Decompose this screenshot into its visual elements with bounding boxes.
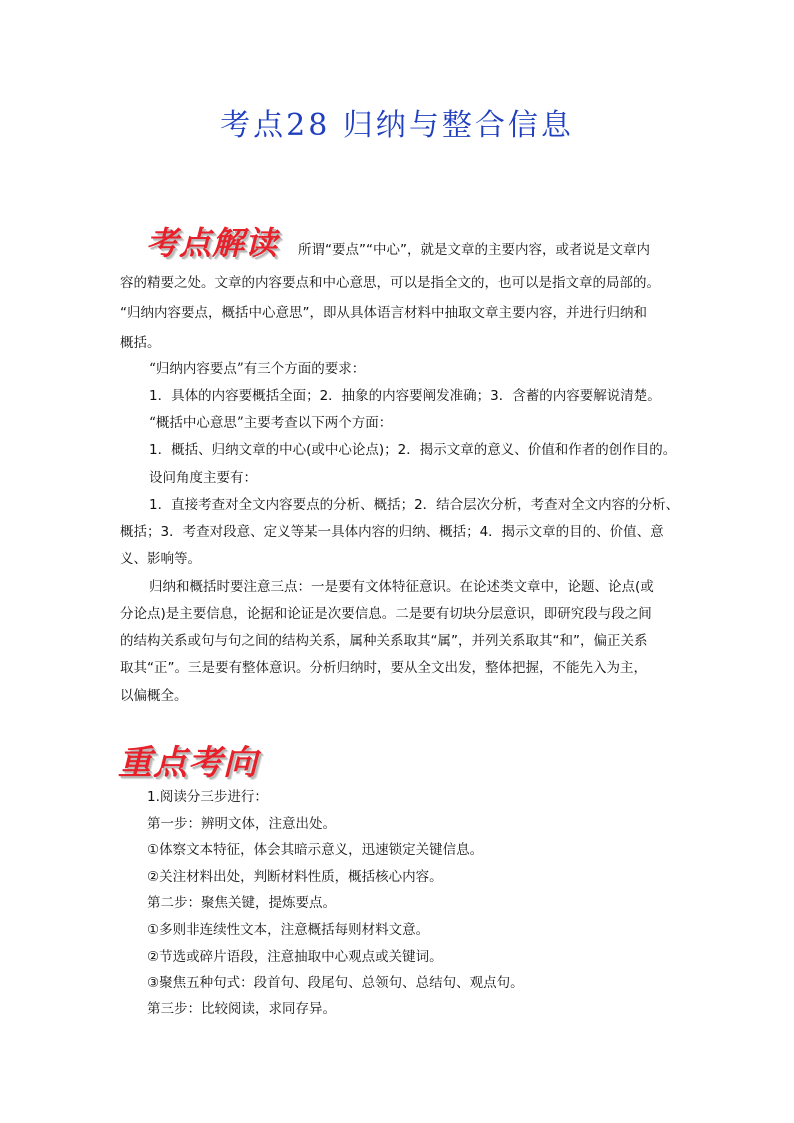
list-item: 第二步：聚焦关键，提炼要点。	[147, 895, 336, 911]
paragraph-line: “概括中心意思”主要考查以下两个方面：	[149, 415, 393, 431]
paragraph-line: 1．直接考查对全文内容要点的分析、概括；2．结合层次分析，考查对全文内容的分析、	[149, 497, 680, 513]
paragraph-line: 归纳和概括时要注意三点：一是要有文体特征意识。在论述类文章中，论题、论点(或	[149, 579, 654, 595]
list-item: 第一步：辨明文体，注意出处。	[147, 816, 336, 832]
paragraph-line: 概括。	[120, 335, 161, 351]
paragraph-line: “归纳内容要点，概括中心意思”，即从具体语言材料中抽取文章主要内容，并进行归纳和	[120, 305, 647, 321]
section-badge-kaodian-jiedu: 考点解读	[146, 224, 279, 262]
paragraph-line: “归纳内容要点”有三个方面的要求：	[149, 361, 366, 377]
paragraph-line: 的结构关系或句与句之间的结构关系，属种关系取其“属”，并列关系取其“和”，偏正关系	[120, 633, 648, 649]
paragraph-line: 1．具体的内容要概括全面；2．抽象的内容要阐发准确；3．含蓄的内容要解说清楚。	[149, 388, 661, 404]
paragraph-line: 以偏概全。	[120, 688, 188, 704]
list-item: ①多则非连续性文本，注意概括每则材料文意。	[147, 922, 430, 938]
paragraph-line: 容的精要之处。文章的内容要点和中心意思，可以是指全文的，也可以是指文章的局部的。	[120, 275, 660, 291]
paragraph-line: 1．概括、归纳文章的中心(或中心论点)；2．揭示文章的意义、价值和作者的创作目的。	[149, 442, 677, 458]
list-item: ②关注材料出处，判断材料性质，概括核心内容。	[147, 869, 443, 885]
paragraph-line: 所谓“要点”“中心”，就是文章的主要内容，或者说是文章内	[298, 242, 650, 258]
page-title: 考点28 归纳与整合信息	[220, 108, 574, 143]
section-badge-zhongdian-kaoxiang: 重点考向	[118, 743, 258, 783]
paragraph-line: 取其“正”。三是要有整体意识。分析归纳时，要从全文出发，整体把握，不能先入为主，	[120, 660, 647, 676]
paragraph-line: 设问角度主要有：	[149, 470, 257, 486]
paragraph-line: 概括；3．考查对段意、定义等某一具体内容的归纳、概括；4．揭示文章的目的、价值、意	[120, 524, 664, 540]
paragraph-line: 分论点)是主要信息，论据和论证是次要信息。二是要有切块分层意识，即研究段与段之间	[120, 606, 652, 622]
paragraph-line: 义、影响等。	[120, 551, 201, 567]
list-item: ①体察文本特征，体会其暗示意义，迅速锁定关键信息。	[147, 842, 484, 858]
list-item: ②节选或碎片语段，注意抽取中心观点或关键词。	[147, 949, 443, 965]
list-item: 1.阅读分三步进行：	[147, 789, 268, 805]
list-item: ③聚焦五种句式：段首句、段尾句、总领句、总结句、观点句。	[147, 975, 524, 991]
list-item: 第三步：比较阅读，求同存异。	[147, 1001, 336, 1017]
